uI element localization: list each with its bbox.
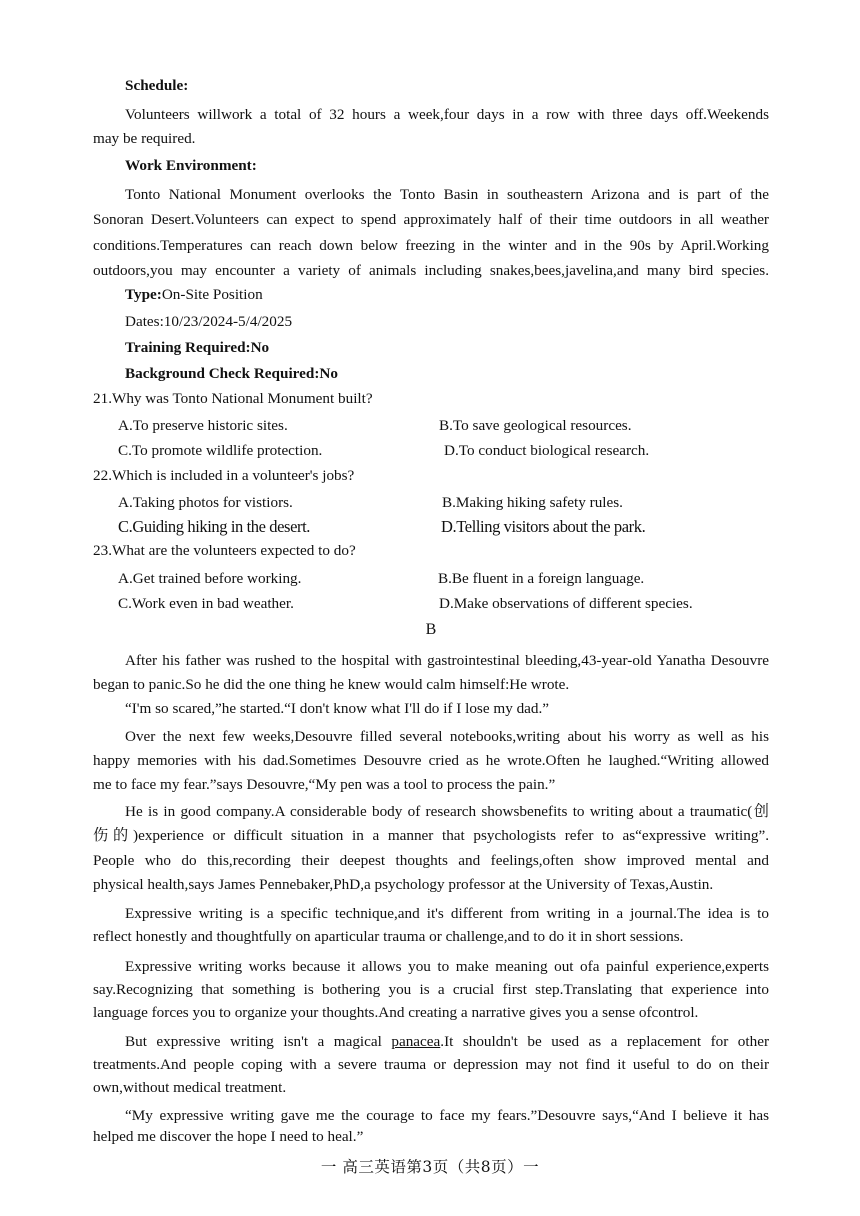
option-a: A.Taking photos for vistiors. bbox=[118, 494, 293, 511]
section-heading: B bbox=[425, 621, 437, 638]
paragraph-line: 伤的)experience or difficult situation in a manner that psychologists refer to as“expressive writing”. bbox=[93, 827, 769, 844]
paragraph-line: reflect honestly and thoughtfully on aparticular trauma or challenge,and to do it in short sessions. bbox=[93, 928, 684, 945]
question-stem: 21.Why was Tonto National Monument built? bbox=[93, 390, 373, 407]
option-b: B.To save geological resources. bbox=[439, 417, 632, 434]
dates-row: Dates:10/23/2024-5/4/2025 bbox=[125, 313, 293, 330]
text-span: But expressive writing isn't a magical bbox=[125, 1033, 392, 1050]
paragraph-line: “My expressive writing gave me the courage to face my fears.”Desouvre says,“And I believe it has bbox=[125, 1107, 769, 1124]
option-d: D.Telling visitors about the park. bbox=[441, 517, 646, 536]
question-stem: 23.What are the volunteers expected to do? bbox=[93, 542, 356, 559]
option-c: C.To promote wildlife protection. bbox=[118, 442, 323, 459]
option-d: D.To conduct biological research. bbox=[444, 442, 650, 459]
paragraph-line: Over the next few weeks,Desouvre filled several notebooks,writing about his worry as well as his bbox=[125, 728, 769, 745]
paragraph-line: say.Recognizing that something is bothering you is a crucial first step.Translating that experience into bbox=[93, 981, 769, 998]
schedule-line: may be required. bbox=[93, 130, 196, 147]
page-footer: 一 高三英语第3页（共8页）一 bbox=[320, 1158, 540, 1176]
paragraph-line: physical health,says James Pennebaker,PhD,a psychology professor at the University of Texas,Austin. bbox=[93, 876, 714, 893]
schedule-heading: Schedule: bbox=[125, 77, 189, 94]
environment-line: Tonto National Monument overlooks the Tonto Basin in southeastern Arizona and is part of the bbox=[125, 186, 769, 203]
type-label: Type: bbox=[125, 286, 162, 303]
paragraph-line bbox=[125, 1032, 769, 1052]
environment-line: outdoors,you may encounter a variety of animals including snakes,bees,javelina,and many bird species. bbox=[93, 262, 769, 279]
environment-heading: Work Environment: bbox=[125, 157, 257, 174]
paragraph-line: Expressive writing is a specific technique,and it's different from writing in a journal.The idea is to bbox=[125, 905, 769, 922]
paragraph-line: People who do this,recording their deepest thoughts and feelings,often show improved mental and bbox=[93, 852, 769, 869]
type-value: On-Site Position bbox=[161, 286, 263, 303]
option-a: A.Get trained before working. bbox=[118, 570, 302, 587]
option-b: B.Making hiking safety rules. bbox=[442, 494, 623, 511]
training-row: Training Required:No bbox=[125, 339, 270, 356]
paragraph-line: treatments.And people coping with a severe trauma or depression may not find it useful to do on their bbox=[93, 1056, 769, 1073]
paragraph-line: me to face my fear.”says Desouvre,“My pen was a tool to process the pain.” bbox=[93, 776, 556, 793]
paragraph-line: own,without medical treatment. bbox=[93, 1079, 287, 1096]
paragraph-line: After his father was rushed to the hospital with gastrointestinal bleeding,43-year-old Yanatha Desouvre bbox=[125, 652, 769, 669]
option-b: B.Be fluent in a foreign language. bbox=[438, 570, 645, 587]
paragraph-line: language forces you to organize your thoughts.And creating a narrative gives you a sense ofcontrol. bbox=[93, 1004, 699, 1021]
environment-line: conditions.Temperatures can reach down below freezing in the winter and in the 90s by April.Working bbox=[93, 237, 769, 254]
text-span: .It shouldn't be used as a replacement for other bbox=[440, 1033, 769, 1050]
underlined-word: panacea bbox=[391, 1033, 441, 1050]
paragraph-line: happy memories with his dad.Sometimes Desouvre cried as he wrote.Often he laughed.“Writing allowed bbox=[93, 752, 769, 769]
paragraph-line: Expressive writing works because it allows you to make meaning out ofa painful experience,experts bbox=[125, 958, 769, 975]
option-c: C.Work even in bad weather. bbox=[118, 595, 294, 612]
paragraph-line: He is in good company.A considerable body of research showsbenefits to writing about a traumatic(创 bbox=[125, 803, 769, 820]
paragraph-line: helped me discover the hope I need to heal.” bbox=[93, 1128, 364, 1145]
type-row bbox=[125, 285, 263, 305]
question-stem: 22.Which is included in a volunteer's jobs? bbox=[93, 467, 355, 484]
option-c: C.Guiding hiking in the desert. bbox=[118, 517, 310, 536]
option-d: D.Make observations of different species. bbox=[439, 595, 693, 612]
environment-line: Sonoran Desert.Volunteers can expect to spend approximately half of their time outdoors in all weather bbox=[93, 211, 769, 228]
background-row: Background Check Required:No bbox=[125, 365, 338, 382]
option-a: A.To preserve historic sites. bbox=[118, 417, 288, 434]
paragraph-line: began to panic.So he did the one thing he knew would calm himself:He wrote. bbox=[93, 676, 570, 693]
schedule-line: Volunteers willwork a total of 32 hours a week,four days in a row with three days off.Weekends bbox=[125, 106, 769, 123]
paragraph-line: “I'm so scared,”he started.“I don't know what I'll do if I lose my dad.” bbox=[125, 700, 550, 717]
